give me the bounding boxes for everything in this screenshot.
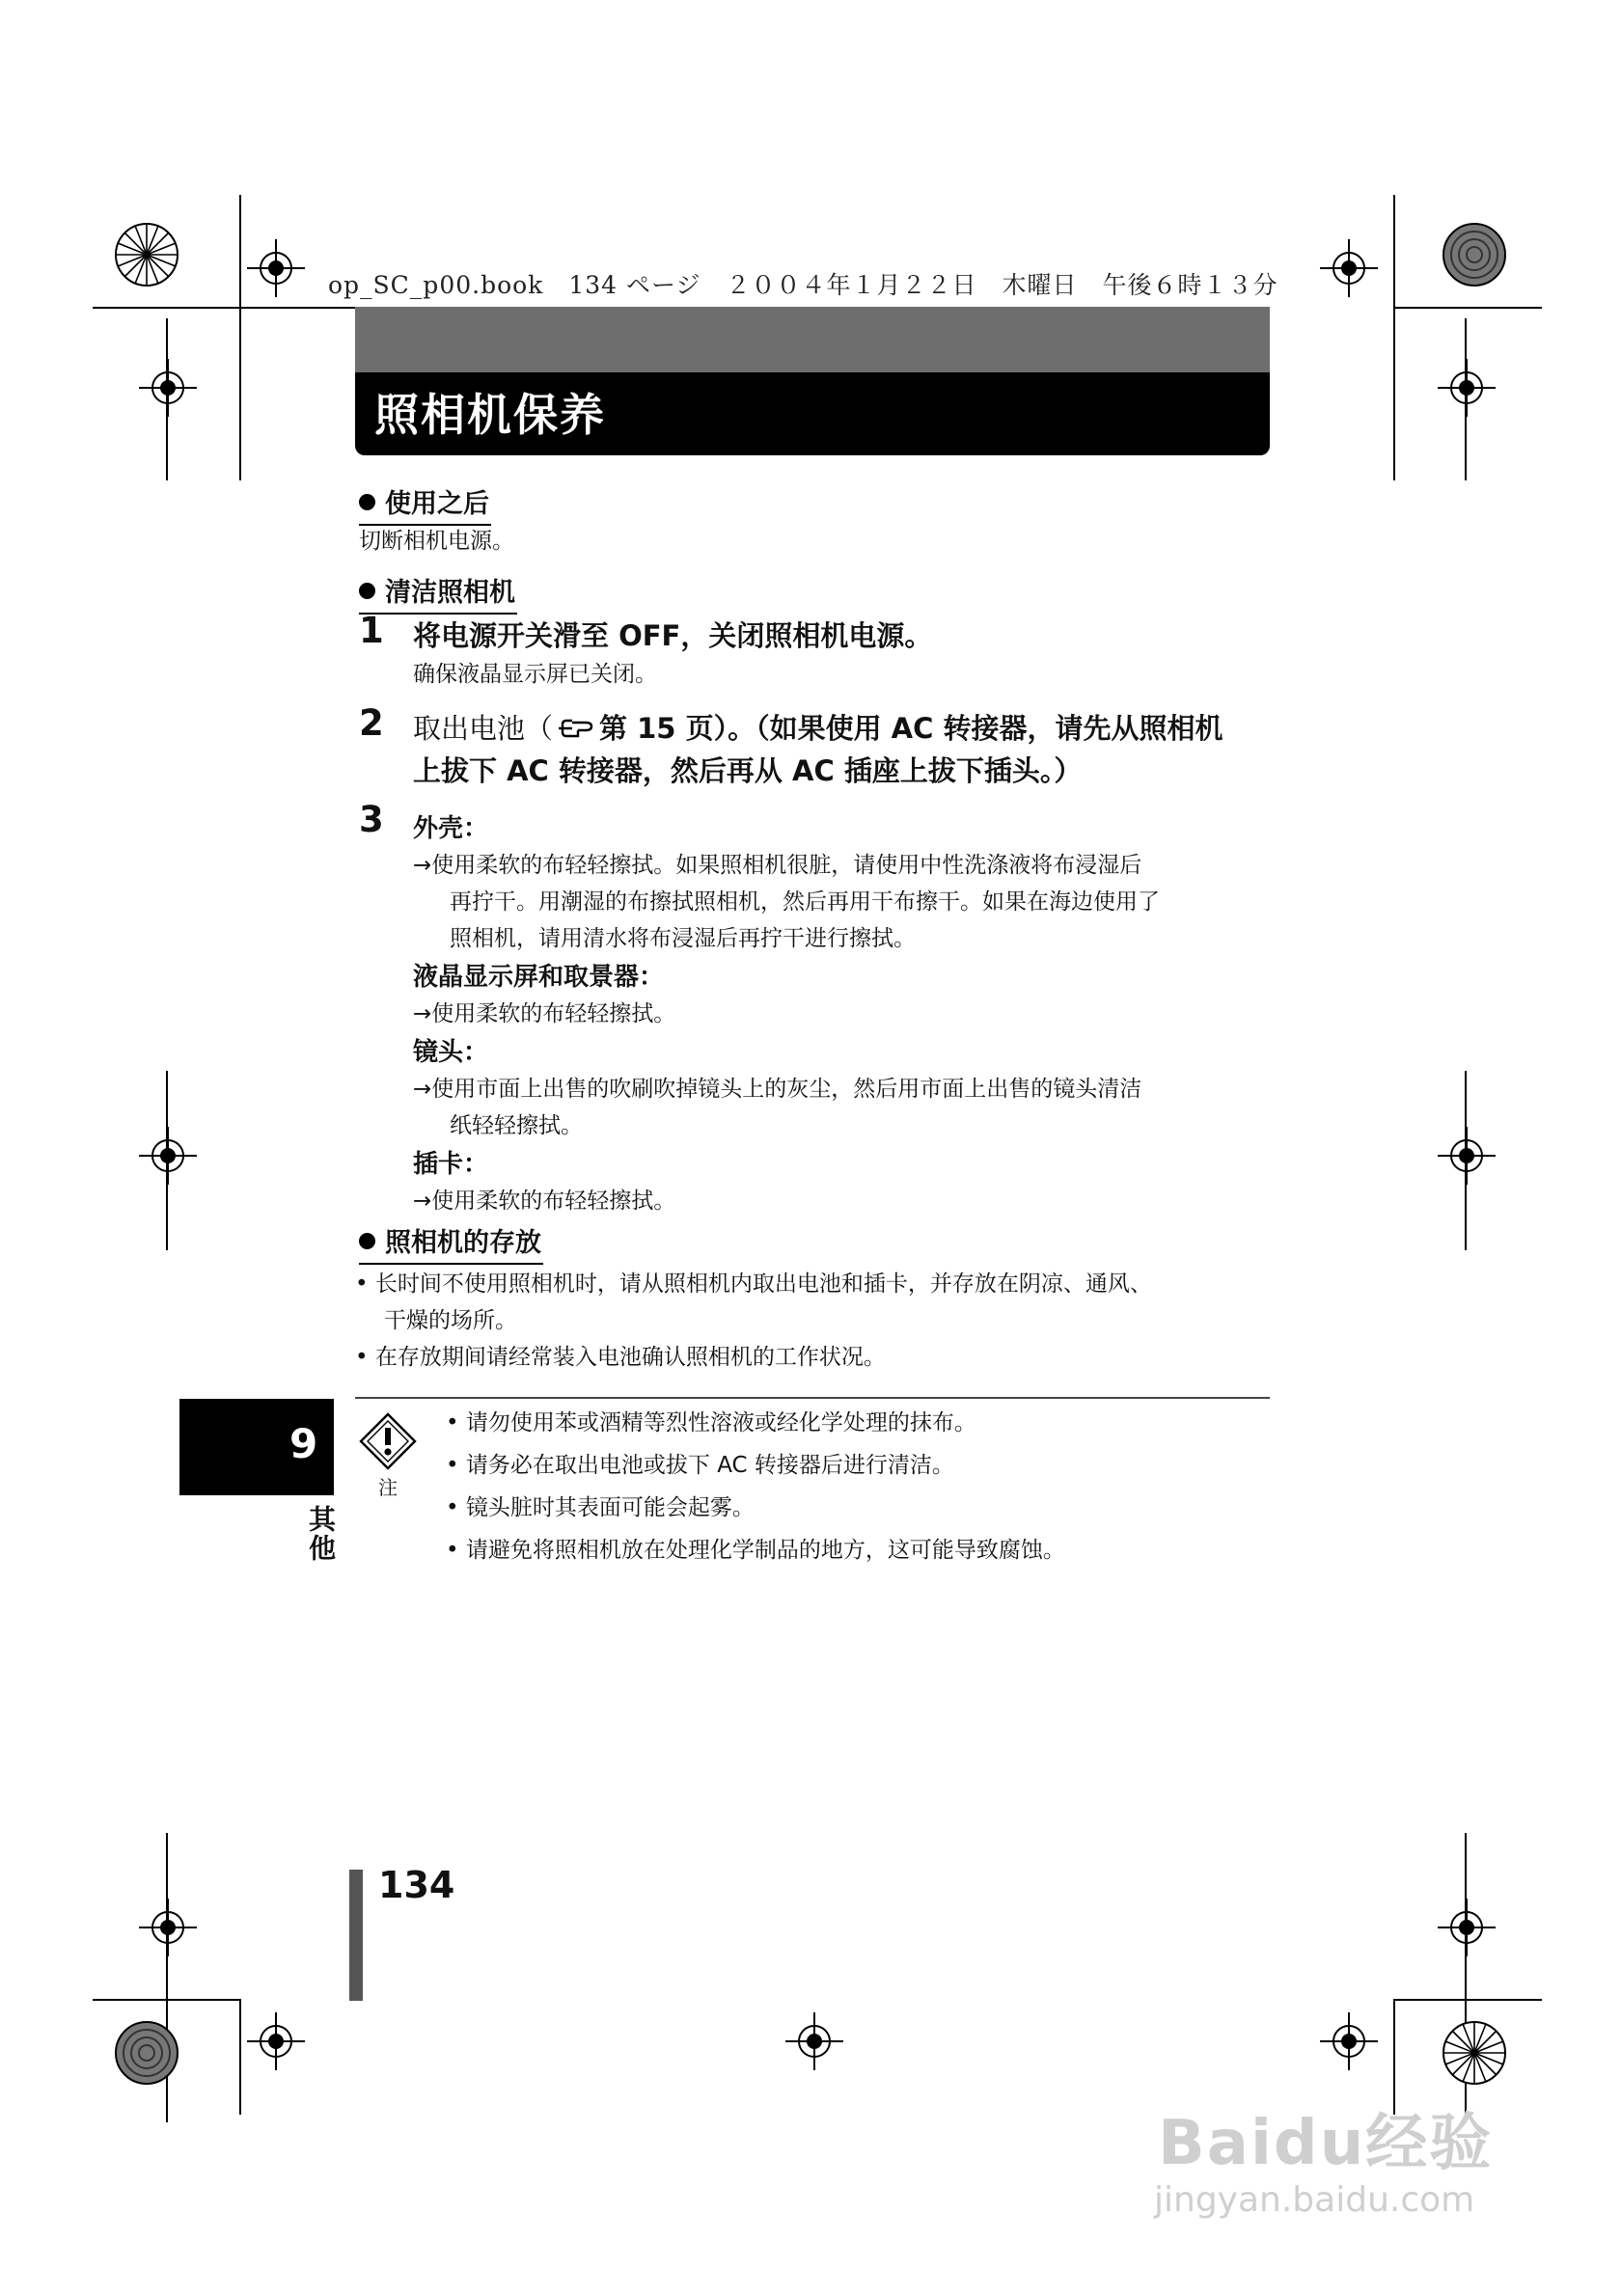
caution-note: • 请务必在取出电池或拔下 AC 转接器后进行清洁。: [446, 1453, 954, 1478]
bullet-dot-icon: [359, 494, 375, 510]
step-title: 将电源开关滑至 OFF，关闭照相机电源。: [413, 619, 933, 652]
caution-note: • 请勿使用苯或酒精等烈性溶液或经化学处理的抹布。: [446, 1410, 976, 1435]
step-number: 3: [359, 799, 384, 840]
page-reference-link[interactable]: 第 15 页: [599, 712, 714, 745]
lens-text: 纸轻轻擦拭。: [450, 1113, 583, 1138]
watermark-logo: Baidu经验: [1158, 2108, 1494, 2179]
lcd-title: 液晶显示屏和取景器：: [413, 963, 665, 992]
divider: [355, 1397, 1270, 1399]
chapter-label: 其他: [305, 1505, 337, 1563]
registration-mark-icon: [1438, 1127, 1496, 1185]
registration-mark-icon: [785, 2012, 843, 2070]
registration-mark-icon: [1320, 2012, 1378, 2070]
bullet-dot-icon: [359, 583, 375, 599]
pointing-hand-icon: [557, 715, 595, 742]
exterior-line: →使用柔软的布轻轻擦拭。如果照相机很脏，请使用中性洗涤液将布浸湿后: [413, 853, 1142, 878]
chapter-number: 9: [289, 1420, 318, 1467]
step-title-exterior: 外壳：: [413, 814, 489, 843]
storage-bullet: • 在存放期间请经常装入电池确认照相机的工作状况。: [355, 1345, 886, 1370]
caution-label: 注: [378, 1476, 398, 1499]
gray-target-icon: [1442, 222, 1507, 287]
after-use-text: 切断相机电源。: [359, 529, 514, 554]
step-number: 2: [359, 702, 384, 744]
caution-note: • 请避免将照相机放在处理化学制品的地方，这可能导致腐蚀。: [446, 1538, 1065, 1563]
title-bar-top: [355, 307, 1270, 372]
page-number: 134: [378, 1864, 455, 1906]
registration-mark-icon: [139, 1127, 197, 1185]
starburst-target-icon: [114, 222, 179, 287]
step-number: 1: [359, 610, 384, 651]
registration-mark-icon: [139, 359, 197, 417]
step-desc: 确保液晶显示屏已关闭。: [413, 662, 657, 687]
caution-note: • 镜头脏时其表面可能会起雾。: [446, 1495, 755, 1520]
card-title: 插卡：: [413, 1150, 489, 1179]
storage-bullet: • 长时间不使用照相机时，请从照相机内取出电池和插卡，并存放在阴凉、通风、: [355, 1271, 1152, 1297]
registration-mark-icon: [1438, 359, 1496, 417]
section-heading-after-use: 使用之后: [359, 482, 491, 526]
lcd-text: →使用柔软的布轻轻擦拭。: [413, 1001, 676, 1026]
gray-target-icon: [114, 2020, 179, 2086]
watermark-url: jingyan.baidu.com: [1154, 2180, 1475, 2220]
registration-mark-icon: [1320, 239, 1378, 297]
registration-mark-icon: [1438, 1899, 1496, 1956]
lens-text: →使用市面上出售的吹刷吹掉镜头上的灰尘，然后用市面上出售的镜头清洁: [413, 1077, 1142, 1102]
section-heading-cleaning: 清洁照相机: [359, 571, 517, 615]
lens-title: 镜头：: [413, 1038, 489, 1067]
section-heading-storage: 照相机的存放: [359, 1221, 543, 1265]
step-title-line2: 上拔下 AC 转接器，然后再从 AC 插座上拔下插头。）: [413, 754, 1083, 787]
exterior-line: 再拧干。用潮湿的布擦拭照相机，然后再用干布擦干。如果在海边使用了: [450, 889, 1160, 915]
page-number-bar: [349, 1870, 363, 2001]
storage-bullet-cont: 干燥的场所。: [384, 1308, 517, 1333]
caution-icon: [359, 1412, 417, 1470]
bullet-dot-icon: [359, 1233, 375, 1249]
starburst-target-icon: [1442, 2020, 1507, 2086]
registration-mark-icon: [247, 2012, 305, 2070]
registration-mark-icon: [139, 1899, 197, 1956]
card-text: →使用柔软的布轻轻擦拭。: [413, 1189, 676, 1214]
page-title: 照相机保养: [374, 389, 606, 441]
registration-mark-icon: [247, 239, 305, 297]
print-slug: op_SC_p00.book 134 ページ ２００４年１月２２日 木曜日 午後６時１３分: [328, 271, 1278, 299]
exterior-line: 照相机，请用清水将布浸湿后再拧干进行擦拭。: [450, 926, 916, 951]
step-title: 取出电池（ 第 15 页）。（如果使用 AC 转接器，请先从照相机: [413, 712, 1223, 745]
